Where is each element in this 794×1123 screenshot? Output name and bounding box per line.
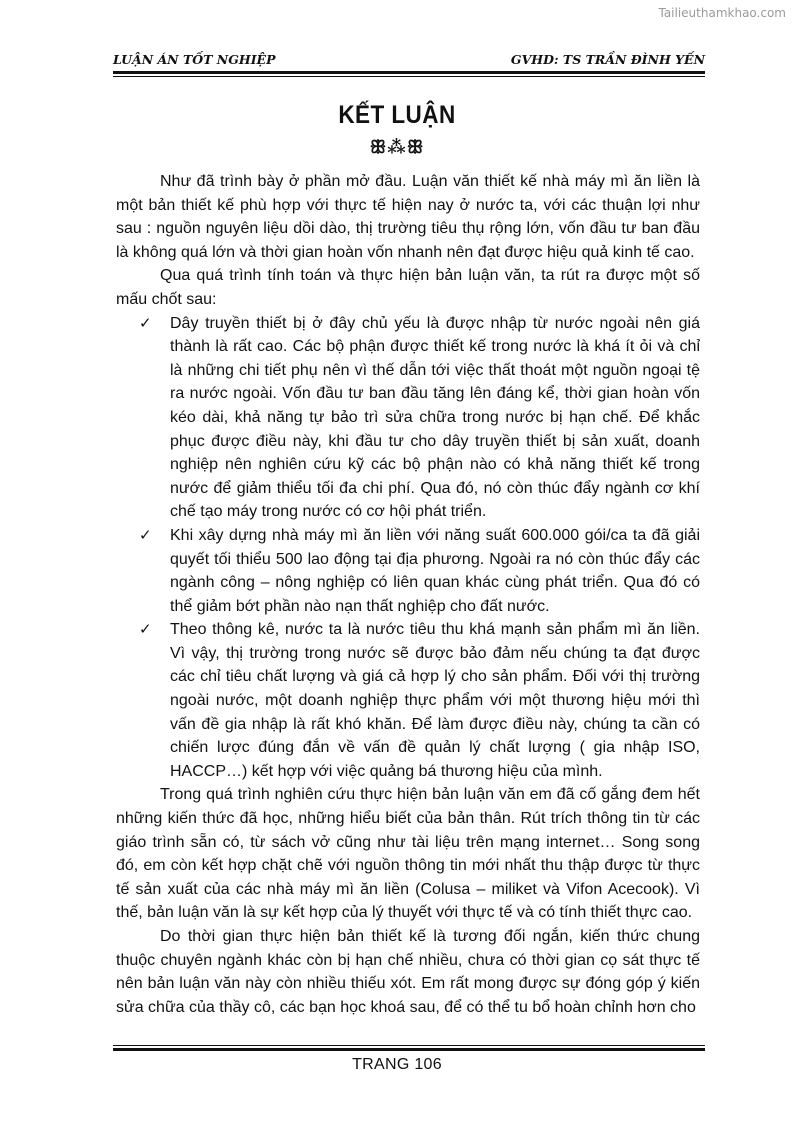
checkmark-icon: ✓ [139,525,152,544]
body-text [116,170,700,1019]
watermark: Tailieuthamkhao.com [658,6,786,20]
page-number: TRANG 106 [352,1056,442,1073]
paragraph-key-points: Qua quá trình tính toán và thực hiện bản luận văn, ta rút ra được một số mấu chốt sau: [116,267,700,308]
page-title: KẾT LUẬN [338,101,456,129]
footer-rule-thick [113,1048,705,1051]
footer-rule-thin [113,1045,705,1046]
paragraph-research: Trong quá trình nghiên cứu thực hiện bản luận văn em đã cố gắng đem hết những kiến thức đã học, những hiểu biết của bản thân. Rút trích thông tin từ các giáo trình sẵn có, từ sách vở cũng như tài liệu trên mạng internet… Song song đó, em còn kết hợp chặt chẽ với nguồn thông tin mới nhất thu thập được từ thực tế sản xuất của các nhà máy mì ăn liền (Colusa – miliket và Vifon Acecook). Vì thế, bản luận văn là sự kết hợp của lý thuyết với thực tế và có tính thiết thực cao. [116,786,700,922]
checkmark-icon: ✓ [139,620,152,639]
header-rule-thick [113,71,705,74]
title-ornament: ꕥ⁂ꕥ [369,137,425,158]
header-right-advisor: GVHD: TS TRẦN ĐÌNH YẾN [510,52,705,67]
paragraph-intro: Như đã trình bày ở phần mở đầu. Luận văn thiết kế nhà máy mì ăn liền là một bản thiết kế phù hợp với thực tế hiện nay ở nước ta, với các thuận lợi như sau : nguồn nguyên liệu dồi dào, thị trường tiêu thụ rộng lớn, vốn đầu tư ban đầu là không quá lớn và thời gian hoàn vốn nhanh nên đạt được hiệu quả kinh tế cao. [116,173,700,261]
paragraph-limitations: Do thời gian thực hiện bản thiết kế là tương đối ngắn, kiến thức chung thuộc chuyên ngành khác còn bị hạn chế nhiều, chưa có thời gian cọ sát thực tế nên bản luận văn này còn nhiều thiếu xót. Em rất mong được sự đóng góp ý kiến sửa chữa của thầy cô, các bạn học khoá sau, để có thể tu bổ hoàn chỉnh hơn cho [116,928,700,1016]
list-item [116,312,700,524]
list-item-text: Dây truyền thiết bị ở đây chủ yếu là được nhập từ nước ngoài nên giá thành là rất cao. Các bộ phận được thiết kế trong nước là khá ít ỏi và chỉ là những chi tiết phụ nên vì thế dẫn tới việc thất thoát một nguồn ngoại tệ ra nước ngoài. Vốn đầu tư ban đầu tăng lên đáng kể, thời gian hoàn vốn kéo dài, khả năng tự bảo trì sửa chữa trong nước bị hạn chế. Để khắc phục được điều này, khi đầu tư cho dây truyền thiết bị sản xuất, doanh nghiệp nên nghiên cứu kỹ các bộ phận nào có khả năng thiết kế trong nước để giảm thiểu tối đa chi phí. Qua đó, nó còn thúc đẩy ngành cơ khí chế tạo máy trong nước có cơ hội phát triển. [170,314,700,521]
header-left-title: LUẬN ÁN TỐT NGHIỆP [113,52,276,67]
key-points-list [116,312,700,784]
running-header [113,52,705,72]
header-rule-thin [113,76,705,77]
list-item-text: Theo thông kê, nước ta là nước tiêu thu khá mạnh sản phẩm mì ăn liền. Vì vậy, thị trường trong nước sẽ được bảo đảm nếu chúng ta đạt được các chỉ tiêu chất lượng và giá cả hợp lý cho sản phẩm. Đối với thị trường ngoài nước, một doanh nghiệp thực phẩm với một thương hiệu mới thì vấn đề gia nhập là rất khó khăn. Để làm được điều này, chúng ta cần có chiến lược đúng đắn về vấn đề quản lý chất lượng ( gia nhập ISO, HACCP…) kết hợp với việc quảng bá thương hiệu của mình. [170,621,700,780]
list-item-text: Khi xây dựng nhà máy mì ăn liền với năng suất 600.000 gói/ca ta đã giải quyết tối thiểu 500 lao động tại địa phương. Ngoài ra nó còn thúc đẩy các ngành công – nông nghiệp có liên quan khác cùng phát triển. Qua đó có thể giảm bớt phần nào nạn thất nghiệp cho đất nước. [170,526,700,615]
list-item [116,524,700,618]
list-item [116,618,700,783]
checkmark-icon: ✓ [139,313,152,332]
